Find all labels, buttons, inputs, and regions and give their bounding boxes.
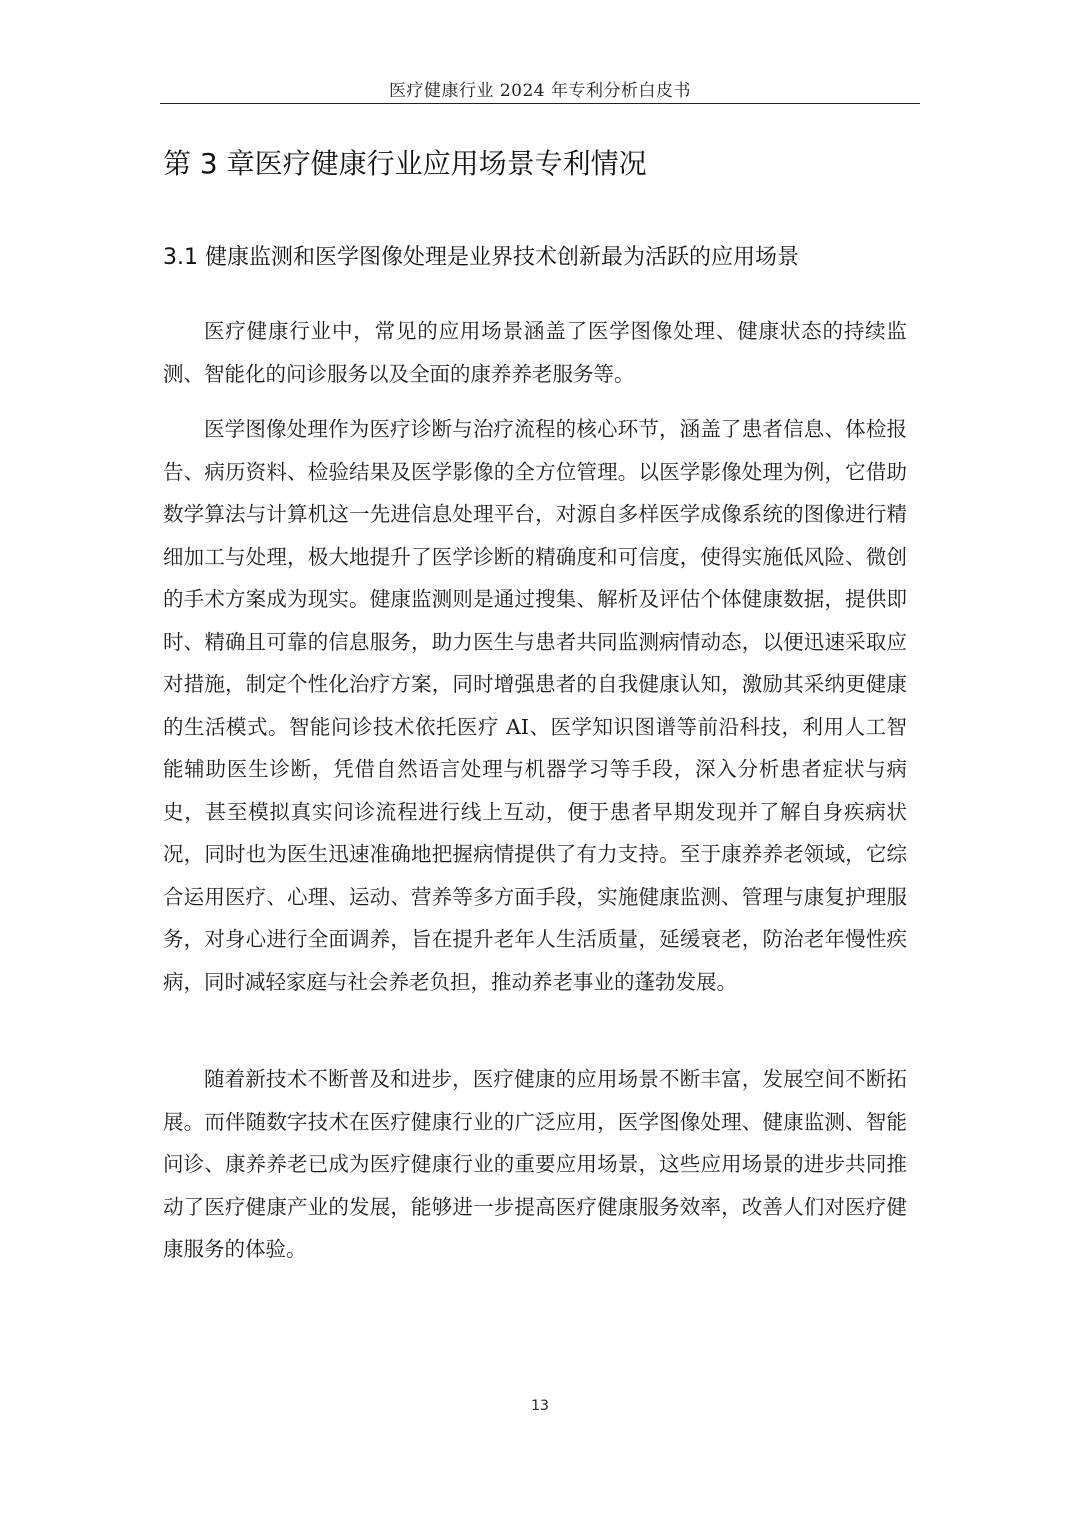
running-header: 医疗健康行业 2024 年专利分析白皮书	[388, 81, 692, 101]
chapter-title: 第 3 章医疗健康行业应用场景专利情况	[163, 147, 647, 180]
page-number: 13	[531, 1398, 549, 1414]
body-paragraph: 医疗健康行业中，常见的应用场景涵盖了医学图像处理、健康状态的持续监测、智能化的问诊服务以及全面的康养养老服务等。	[163, 319, 907, 386]
section-title: 3.1 健康监测和医学图像处理是业界技术创新最为活跃的应用场景	[163, 245, 799, 270]
header-rule	[160, 103, 920, 104]
body-paragraph: 随着新技术不断普及和进步，医疗健康的应用场景不断丰富，发展空间不断拓展。而伴随数字技术在医疗健康行业的广泛应用，医学图像处理、健康监测、智能问诊、康养养老已成为医疗健康行业的重要应用场景，这些应用场景的进步共同推动了医疗健康产业的发展，能够进一步提高医疗健康服务效率，改善人们对医疗健康服务的体验。	[163, 1067, 907, 1261]
body-paragraph: 医学图像处理作为医疗诊断与治疗流程的核心环节，涵盖了患者信息、体检报告、病历资料、检验结果及医学影像的全方位管理。以医学影像处理为例，它借助数学算法与计算机这一先进信息处理平台，对源自多样医学成像系统的图像进行精细加工与处理，极大地提升了医学诊断的精确度和可信度，使得实施低风险、微创的手术方案成为现实。健康监测则是通过搜集、解析及评估个体健康数据，提供即时、精确且可靠的信息服务，助力医生与患者共同监测病情动态，以便迅速采取应对措施，制定个性化治疗方案，同时增强患者的自我健康认知，激励其采纳更健康的生活模式。智能问诊技术依托医疗 AI、医学知识图谱等前沿科技，利用人工智能辅助医生诊断，凭借自然语言处理与机器学习等手段，深入分析患者症状与病史，甚至模拟真实问诊流程进行线上互动，便于患者早期发现并了解自身疾病状况，同时也为医生迅速准确地把握病情提供了有力支持。至于康养养老领域，它综合运用医疗、心理、运动、营养等多方面手段，实施健康监测、管理与康复护理服务，对身心进行全面调养，旨在提升老年人生活质量，延缓衰老，防治老年慢性疾病，同时减轻家庭与社会养老负担，推动养老事业的蓬勃发展。	[163, 417, 907, 994]
